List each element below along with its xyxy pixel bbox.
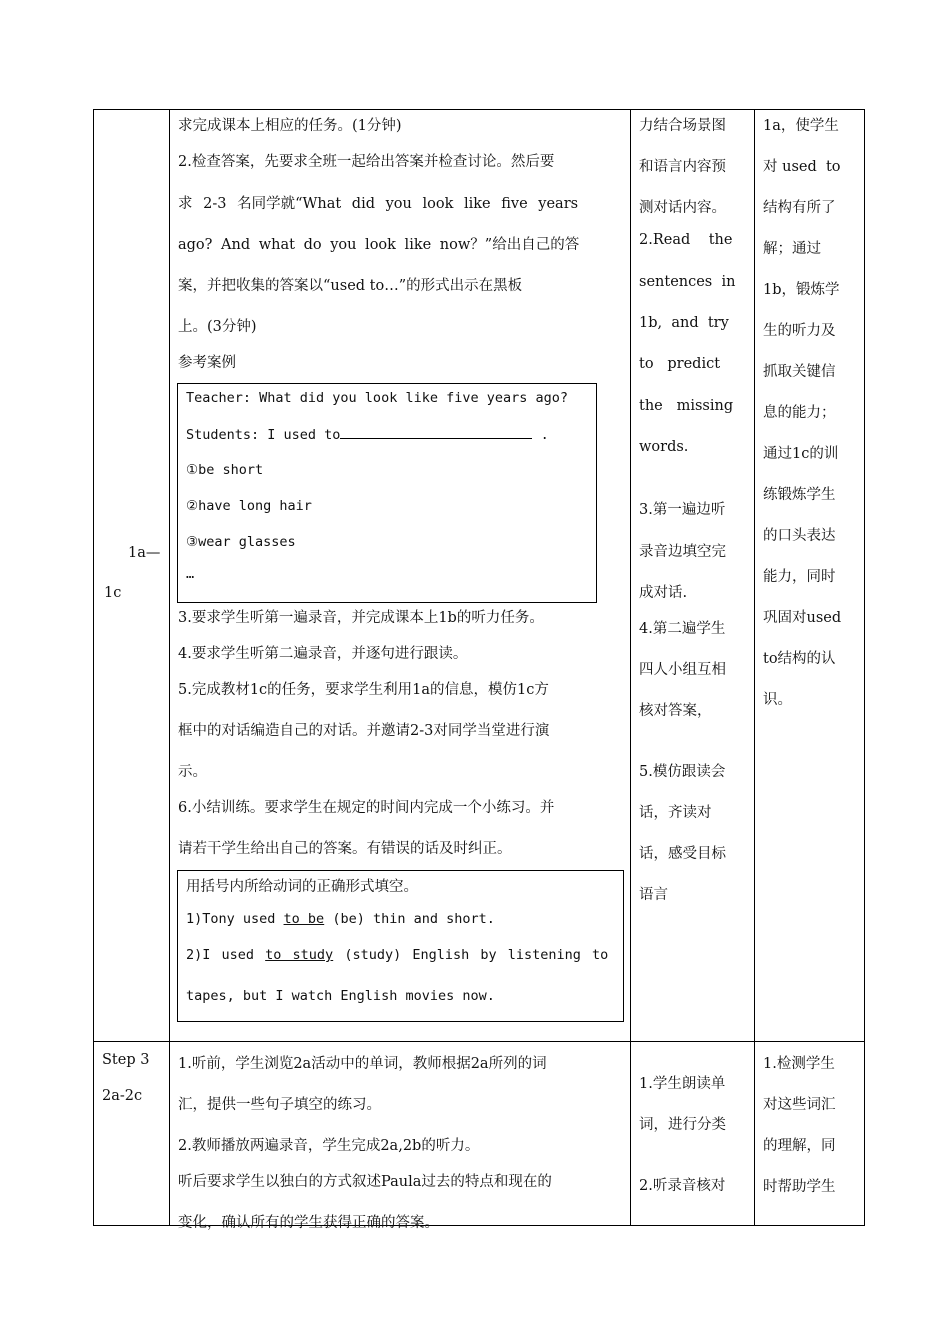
text-line: 3.第一遍边听 [639, 502, 726, 518]
text-line: 1.检测学生 [763, 1056, 835, 1072]
text-line: 2.检查答案，先要求全班一起给出答案并检查讨论。然后要 [178, 154, 555, 170]
purpose-cell [755, 1042, 864, 1225]
exercise-question-2 [186, 947, 608, 963]
reference-example-box [177, 383, 597, 603]
text-line: 结构有所了 [763, 200, 836, 216]
text-line: 的理解，同 [763, 1138, 836, 1154]
text-line: 话，感受目标 [639, 846, 726, 862]
text-line: the missing [639, 398, 734, 414]
text-line: 4.要求学生听第二遍录音，并逐句进行跟读。 [178, 646, 468, 662]
text-line: 通过1c的训 [763, 446, 839, 462]
student-answer-suffix: . [532, 427, 549, 443]
exercise-title: 用括号内所给动词的正确形式填空。 [186, 879, 418, 895]
q1-answer: to be [283, 911, 325, 927]
text-line: 巩固对used [763, 610, 842, 626]
text-line: words. [639, 439, 689, 455]
text-line: 上。(3分钟) [178, 319, 257, 335]
text-line: 解；通过 [763, 241, 821, 257]
text-line: 生的听力及 [763, 323, 836, 339]
text-line: 案，并把收集的答案以“used to…”的形式出示在黑板 [178, 278, 523, 294]
student-answer-prefix: Students: I used to [186, 427, 341, 443]
text-line: 2.Read the [639, 232, 733, 248]
answer-blank [340, 426, 532, 439]
text-line: 1.学生朗读单 [639, 1076, 726, 1092]
exercise-question-1 [186, 911, 495, 927]
text-line: 息的能力； [763, 405, 836, 421]
student-activity-cell [631, 110, 755, 1041]
text-line: 变化，确认所有的学生获得正确的答案。 [178, 1215, 439, 1231]
q1-suffix: (be) thin and short. [324, 911, 495, 927]
step-label-line1: 1a— [128, 545, 161, 561]
text-line: 练锻炼学生 [763, 487, 836, 503]
text-line: 的口头表达 [763, 528, 836, 544]
text-line: 话，齐读对 [639, 805, 712, 821]
text-line: 1b，锻炼学 [763, 282, 840, 298]
text-line: 成对话. [639, 585, 688, 601]
text-line: 核对答案， [639, 703, 712, 719]
step-label-line1: Step 3 [102, 1052, 150, 1068]
teacher-activity-cell [170, 110, 631, 1041]
step-label-cell [94, 1042, 170, 1225]
table-row [93, 1041, 865, 1231]
step-label-line2: 1c [104, 585, 122, 601]
text-line: 抓取关键信 [763, 364, 836, 380]
q2-suffix: (study) English by listening to [333, 947, 609, 963]
student-answer-line [186, 426, 549, 443]
text-line: 5.完成教材1c的任务，要求学生利用1a的信息，模仿1c方 [178, 682, 549, 698]
text-line: 1b, and try [639, 315, 729, 331]
text-line: ago? And what do you look like now？”给出自己的答 [178, 237, 580, 253]
text-line: 4.第二遍学生 [639, 621, 726, 637]
text-line: 1.听前，学生浏览2a活动中的单词，教师根据2a所列的词 [178, 1056, 547, 1072]
option-2: ②have long hair [186, 498, 312, 514]
text-line: 听后要求学生以独白的方式叙述Paula过去的特点和现在的 [178, 1174, 552, 1190]
option-1: ①be short [186, 462, 264, 478]
text-line: sentences in [639, 274, 736, 290]
text-line: 识。 [763, 692, 792, 708]
ellipsis: … [186, 566, 195, 582]
step-label-line2: 2a-2c [102, 1088, 143, 1104]
text-line: 示。 [178, 764, 207, 780]
text-line: 测对话内容。 [639, 200, 726, 216]
step-label-cell [94, 110, 170, 1041]
text-line: 3.要求学生听第一遍录音，并完成课本上1b的听力任务。 [178, 610, 544, 626]
text-line: 力结合场景图 [639, 118, 726, 134]
text-line: to predict [639, 356, 721, 372]
text-line: 和语言内容预 [639, 159, 726, 175]
purpose-cell [755, 110, 864, 1041]
exercise-question-2-cont: tapes, but I watch English movies now. [186, 988, 495, 1004]
text-line: 求完成课本上相应的任务。(1分钟) [178, 118, 402, 134]
q2-answer: to study [265, 947, 334, 963]
text-line: 求 2-3 名同学就“What did you look like five years [178, 196, 579, 212]
text-line: to结构的认 [763, 651, 836, 667]
table-row [93, 109, 865, 1042]
reference-title: 参考案例 [178, 355, 236, 371]
text-line: 2.听录音核对 [639, 1178, 726, 1194]
text-line: 语言 [639, 887, 668, 903]
teacher-activity-cell [170, 1042, 631, 1231]
text-line: 2.教师播放两遍录音，学生完成2a,2b的听力。 [178, 1138, 480, 1154]
text-line: 能力，同时 [763, 569, 836, 585]
q1-prefix: 1)Tony used [186, 911, 284, 927]
text-line: 5.模仿跟读会 [639, 764, 726, 780]
text-line: 框中的对话编造自己的对话。并邀请2-3对同学当堂进行演 [178, 723, 550, 739]
student-activity-cell [631, 1042, 755, 1225]
text-line: 录音边填空完 [639, 544, 726, 560]
q2-prefix: 2)I used [186, 947, 266, 963]
text-line: 6.小结训练。要求学生在规定的时间内完成一个小练习。并 [178, 800, 555, 816]
text-line: 四人小组互相 [639, 662, 726, 678]
text-line: 1a，使学生 [763, 118, 839, 134]
text-line: 对 used to [763, 159, 841, 175]
text-line: 汇，提供一些句子填空的练习。 [178, 1097, 381, 1113]
teacher-question: Teacher: What did you look like five years ago? [186, 390, 569, 406]
option-3: ③wear glasses [186, 534, 296, 550]
text-line: 请若干学生给出自己的答案。有错误的话及时纠正。 [178, 841, 512, 857]
exercise-box [177, 870, 624, 1022]
text-line: 时帮助学生 [763, 1179, 836, 1195]
text-line: 对这些词汇 [763, 1097, 836, 1113]
text-line: 词，进行分类 [639, 1117, 726, 1133]
